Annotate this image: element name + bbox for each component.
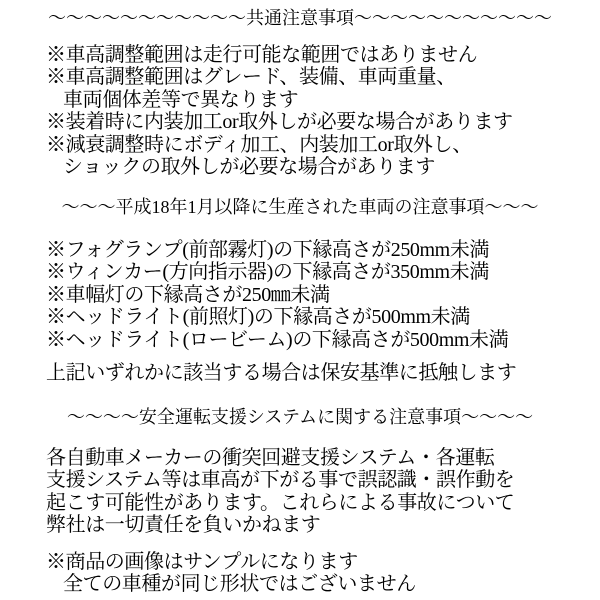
notice-line: ※車高調整範囲は走行可能な範囲ではありません [46,44,478,66]
notice-line: ※ウィンカー(方向指示器)の下縁高さが350mm未満 [46,261,489,284]
notice-line: ※車高調整範囲はグレード、装備、車両重量、 [46,66,456,89]
notice-line: ※ヘッドライト(前照灯)の下縁高さが500mm未満 [46,306,470,329]
heading-heisei18-vehicle-notes: ～～～平成18年1月以降に生産された車両の注意事項～～～ [61,197,539,217]
notice-line: ※装着時に内装加工or取外しが必要な場合があります [46,111,513,134]
notice-line: ※フォグランプ(前部霧灯)の下縁高さが250mm未満 [46,239,490,261]
notice-line: 弊社は一切責任を負いかねます [46,514,321,537]
notice-line-continuation: 車両個体差等で異なります [63,88,299,111]
notice-line: 各自動車メーカーの衝突回避支援システム・各運転 [46,447,495,469]
common-notes-paragraph [46,44,590,178]
notice-line: 支援システム等は車高が下がる事で誤認識・誤作動を [46,469,515,492]
heading-safety-support-system-notes: ～～～～安全運転支援システムに関する注意事項～～～～ [66,407,534,427]
notice-line: ※車幅灯の下縁高さが250㎜未満 [46,283,330,306]
notice-line: 起こす可能性があります。これらによる事故について [46,491,515,514]
notice-line-continuation: ショックの取外しが必要な場合があります [63,156,435,179]
safety-system-paragraph [46,447,590,537]
notice-line: ※ヘッドライト(ロービーム)の下縁高さが500mm未満 [46,328,509,351]
notice-line: ※減衰調整時にボディ加工、内装加工or取外し、 [46,133,472,156]
notice-line-continuation: 全ての車種が同じ形状ではございません [63,573,416,596]
notice-line: 上記いずれかに該当する場合は保安基準に抵触します [46,362,517,384]
product-image-note-paragraph [46,551,590,596]
heisei18-notes-paragraph [46,239,590,351]
safety-standard-conclusion [46,362,590,384]
heading-common-notes: ～～～～～～～～～～～共通注意事項～～～～～～～～～～～ [48,8,552,28]
notice-line: ※商品の画像はサンプルになります [46,551,358,573]
